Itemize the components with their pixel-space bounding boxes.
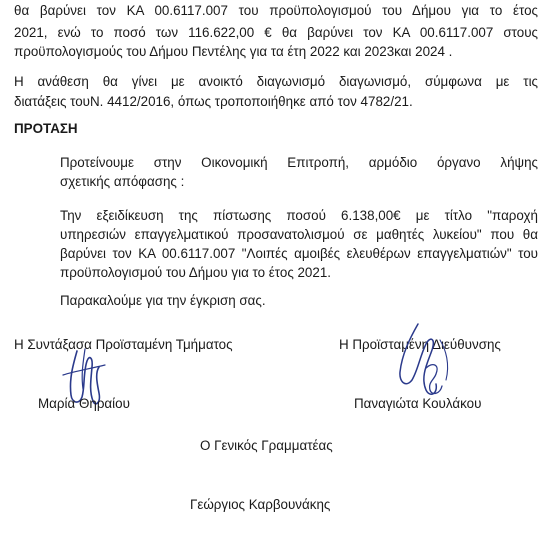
right-signatory-title: Η Προϊσταμένη Διεύθυνσης [339, 337, 501, 352]
proposal-intro-line2: σχετικής απόφασης : [60, 174, 185, 189]
left-signatory-name: Μαρία Θηραίου [38, 396, 130, 411]
paragraph1-line1: θα βαρύνει τον ΚΑ 00.6117.007 του προϋπολογισμού του Δήμου για το έτος [14, 3, 538, 18]
paragraph2-line2: διατάξεις τουΝ. 4412/2016, όπως τροποποιήθηκε από τον 4782/21. [14, 94, 413, 109]
approval-request: Παρακαλούμε για την έγκριση σας. [60, 293, 266, 308]
proposal-body-line3: βαρύνει τον ΚΑ 00.6117.007 "Λοιπές αμοιβές ελευθέρων επαγγελματιών" του [60, 246, 538, 261]
paragraph2-line1: Η ανάθεση θα γίνει με ανοικτό διαγωνισμό διαγωνισμό, σύμφωνα με τις [14, 74, 538, 89]
left-signatory-title: Η Συντάξασα Προϊσταμένη Τμήματος [14, 337, 233, 352]
center-signatory-title: Ο Γενικός Γραμματέας [200, 438, 333, 453]
proposal-body-line2: υπηρεσιών επαγγελματικού προσανατολισμού σε μαθητές λυκείου" που θα [60, 227, 538, 242]
proposal-body-line1: Την εξειδίκευση της πίστωσης ποσού 6.138,00€ με τίτλο "παροχή [60, 208, 538, 223]
center-signatory-name: Γεώργιος Καρβουνάκης [190, 497, 331, 512]
section-heading: ΠΡΟΤΑΣΗ [14, 121, 78, 136]
paragraph1-line3: προϋπολογισμούς του Δήμου Πεντέλης για τα έτη 2022 και 2023και 2024 . [14, 44, 453, 59]
paragraph1-line2: 2021, ενώ το ποσό των 116.622,00 € θα βαρύνει τον ΚΑ 00.6117.007 στους [14, 25, 538, 40]
proposal-intro-line1: Προτείνουμε στην Οικονομική Επιτροπή, αρμόδιο όργανο λήψης [60, 155, 538, 170]
right-signatory-name: Παναγιώτα Κουλάκου [354, 396, 482, 411]
proposal-body-line4: προϋπολογισμού του Δήμου για το έτος 2021. [60, 265, 331, 280]
